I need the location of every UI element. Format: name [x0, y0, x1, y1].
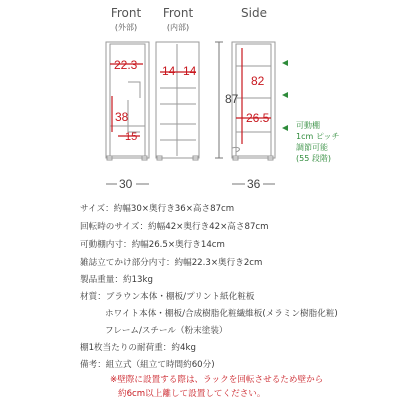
front-inner-drawing: [156, 42, 199, 160]
dim-side-upper: 82: [251, 74, 265, 88]
warning-line-2: 約6cm以上離して設置してください。: [118, 389, 266, 399]
front-inner-subtitle: (内部): [166, 23, 190, 32]
dim-side-shelf: 26.5: [246, 111, 270, 125]
warning-line-1: ※壁際に設置する際は、ラックを回転させるため壁から: [110, 375, 324, 385]
spec-material-2: ホワイト本体・棚板/合成樹脂化粧繊維板(メラミン樹脂化粧): [105, 309, 338, 319]
adjustable-note-line: (55 段階): [296, 154, 331, 163]
front-outer-subtitle: (外部): [114, 23, 138, 32]
dim-front-small: 15: [125, 131, 138, 143]
dim-bottom-width: 30: [119, 177, 133, 191]
spec-load: 棚1枚当たりの耐荷重：約4kg: [80, 343, 196, 353]
dim-inner-left: 14: [162, 64, 176, 78]
spec-material-1: 材質：ブラウン本体・棚板/プリント紙化粧板: [80, 292, 255, 302]
spec-remarks: 備考：組立式（組立て時間約60分): [80, 360, 215, 370]
front-outer-title: Front: [110, 6, 142, 20]
dim-front-width-outer: 22.3: [114, 58, 138, 72]
green-arrow-icons: [282, 60, 288, 131]
dim-inner-right: 14: [183, 64, 197, 78]
side-drawing: [232, 42, 275, 160]
spec-size: サイズ：約幅30×奥行き36×高さ87cm: [80, 204, 235, 214]
adjustable-note-line: 調節可能: [296, 143, 328, 152]
front-inner-title: Front: [162, 6, 194, 20]
spec-magazine: 雑誌立てかけ部分内寸：約幅22.3×奥行き2cm: [80, 258, 263, 268]
adjustable-shelf-note: [296, 120, 340, 164]
spec-shelf-inner: 可動棚内寸：約幅26.5×奥行き14cm: [80, 240, 225, 250]
spec-rotating-size: 回転時のサイズ：約幅42×奥行き42×高さ87cm: [80, 222, 269, 232]
dim-total-height: 87: [225, 92, 239, 106]
spec-weight: 製品重量：約13kg: [80, 275, 153, 285]
adjustable-note-line: 可動棚: [296, 121, 320, 130]
side-title: Side: [241, 6, 267, 20]
dim-front-height-lower: 38: [115, 110, 129, 124]
dim-bottom-depth: 36: [247, 177, 261, 191]
spec-material-3: フレーム/スチール（粉末塗装）: [105, 326, 228, 336]
adjustable-note-line: 1cm ピッチ: [296, 132, 340, 141]
total-height-line: [215, 42, 223, 158]
